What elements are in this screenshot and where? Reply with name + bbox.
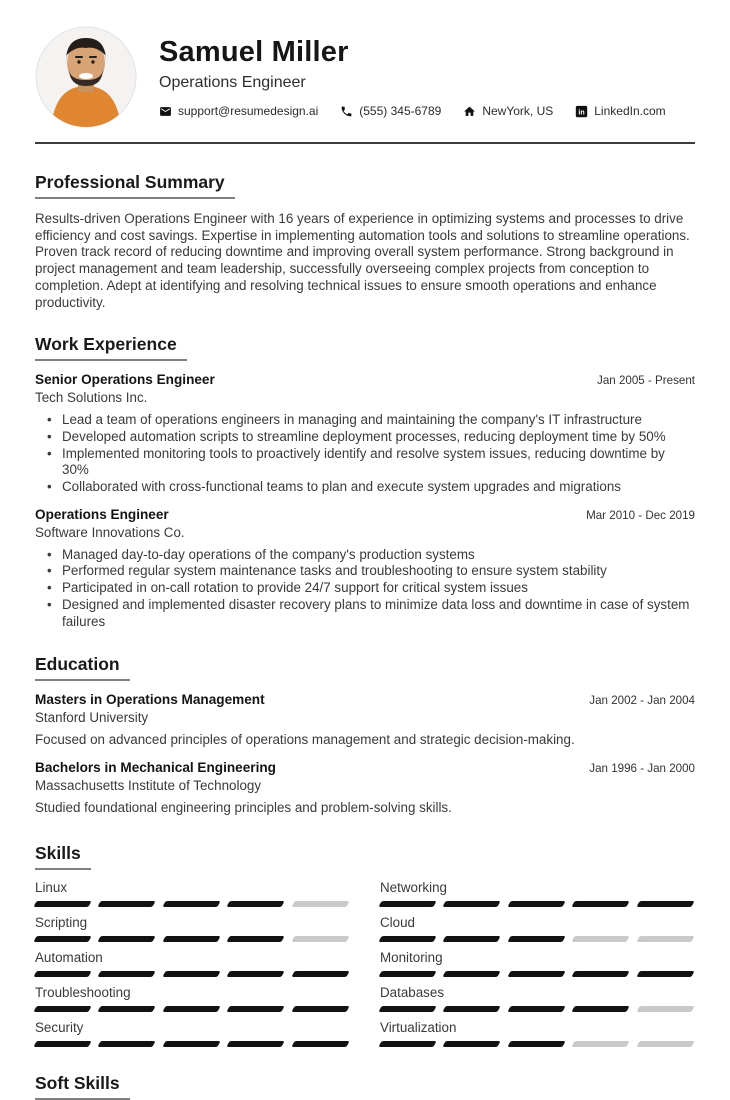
contact-phone [340,104,441,118]
skill-bar-segment [636,971,695,977]
skill-bar-segment [636,1006,695,1012]
job-company: Software Innovations Co. [35,524,185,540]
job-entry [35,507,695,631]
skill-bar-segment [443,971,502,977]
skill-name: Security [35,1019,84,1035]
section-heading-skills: Skills [35,843,91,870]
contact-location [463,104,553,118]
skill-bar-segment [507,936,566,942]
skill-bar-segment [98,901,157,907]
skill-bar-segment [443,1006,502,1012]
skill-bar-segment [636,901,695,907]
skill-bar-segment [98,1006,157,1012]
skill-name: Scripting [35,914,88,930]
skill-bar-segment [98,1041,157,1047]
job-bullet: • Participated in on-call rotation to provide 24/7 support for critical system issues [35,580,695,597]
skill-level-bar [35,971,350,977]
job-bullet: • Developed automation scripts to streamline deployment processes, reducing deployment time by 50% [35,429,695,446]
job-bullet: • Lead a team of operations engineers in managing and maintaining the company's IT infrastructure [35,412,695,429]
skill-bar-segment [572,1041,631,1047]
skill-bar-segment [291,1006,350,1012]
job-entry-head [35,507,695,522]
education-school: Massachusetts Institute of Technology [35,777,262,793]
job-bullets [35,412,695,496]
skill-item [380,880,695,907]
education-entry [35,760,695,817]
section-education [35,654,695,816]
section-heading-experience: Work Experience [35,334,187,361]
contact-linkedin[interactable] [575,104,665,118]
education-entry-head [35,760,695,775]
job-bullet: • Collaborated with cross-functional teams to plan and execute system upgrades and migrations [35,479,695,496]
skill-level-bar [380,1041,695,1047]
skill-bar-segment [443,901,502,907]
job-bullet: • Implemented monitoring tools to proactively identify and resolve system issues, reducing downtime by 30% [35,446,695,479]
skill-item [35,985,350,1012]
education-description: Focused on advanced principles of operations management and strategic decision-making. [35,732,575,748]
job-bullet: • Designed and implemented disaster recovery plans to minimize data loss and downtime in case of system failures [35,597,695,630]
skill-bar-segment [162,936,221,942]
section-skills [35,843,695,1055]
home-icon [463,105,476,118]
skill-bar-segment [572,971,631,977]
job-bullet: • Managed day-to-day operations of the company's production systems [35,547,695,564]
section-heading-summary: Professional Summary [35,172,235,199]
skill-bar-segment [443,1041,502,1047]
skill-bar-segment [572,936,631,942]
skill-item [380,915,695,942]
skill-level-bar [35,901,350,907]
phone-icon [340,105,353,118]
skill-name: Monitoring [380,949,443,965]
skill-name: Automation [35,949,103,965]
skill-bar-segment [33,901,92,907]
skill-bar-segment [291,1041,350,1047]
profile-photo [35,26,137,128]
skill-item [380,1020,695,1047]
contact-row [159,104,688,118]
skill-bar-segment [162,901,221,907]
contact-email-text: support@resumedesign.ai [178,104,319,118]
skill-level-bar [380,971,695,977]
job-dates: Jan 2005 - Present [597,374,695,388]
skill-bar-segment [291,936,350,942]
skill-bar-segment [572,1006,631,1012]
profile-photo-illustration [35,26,137,128]
skill-bar-segment [227,901,286,907]
job-bullet: • Performed regular system maintenance tasks and troubleshooting to ensure system stability [35,563,695,580]
skill-bar-segment [507,1006,566,1012]
skill-item [35,1020,350,1047]
skill-item [35,915,350,942]
person-job-title: Operations Engineer [159,74,306,91]
skill-bar-segment [507,901,566,907]
skill-item [35,950,350,977]
skill-name: Databases [380,984,445,1000]
skill-name: Networking [380,879,447,895]
svg-text:in: in [578,108,585,116]
skill-item [380,950,695,977]
skill-name: Troubleshooting [35,984,131,1000]
education-degree: Masters in Operations Management [35,692,265,708]
skill-level-bar [35,1006,350,1012]
education-degree: Bachelors in Mechanical Engineering [35,759,276,775]
header-text [159,36,688,118]
skill-bar-segment [291,971,350,977]
skill-bar-segment [636,936,695,942]
job-dates: Mar 2010 - Dec 2019 [586,508,695,522]
skill-bar-segment [507,971,566,977]
skill-level-bar [380,901,695,907]
skill-name: Virtualization [380,1019,457,1035]
education-dates: Jan 1996 - Jan 2000 [589,761,695,775]
skill-bar-segment [636,1041,695,1047]
contact-location-text: NewYork, US [482,104,554,118]
skill-bar-segment [33,1006,92,1012]
skill-bar-segment [162,971,221,977]
skill-bar-segment [443,936,502,942]
education-description: Studied foundational engineering principles and problem-solving skills. [35,799,452,815]
email-icon [159,105,172,118]
skill-name: Linux [35,879,68,895]
skill-bar-segment [227,1006,286,1012]
job-entry-head [35,372,695,387]
section-soft-skills [35,1073,695,1100]
education-school: Stanford University [35,710,149,726]
skill-bar-segment [162,1006,221,1012]
skill-bar-segment [162,1041,221,1047]
skill-level-bar [35,1041,350,1047]
header-separator [35,142,695,144]
section-professional-summary [35,172,695,311]
job-title: Operations Engineer [35,506,169,522]
skills-grid [35,880,695,1055]
skill-bar-segment [378,901,437,907]
skill-bar-segment [98,936,157,942]
person-name: Samuel Miller [159,36,349,68]
skill-item [380,985,695,1012]
skill-level-bar [380,936,695,942]
skill-bar-segment [572,901,631,907]
contact-linkedin-text: LinkedIn.com [594,104,666,118]
section-work-experience [35,334,695,630]
section-heading-education: Education [35,654,130,681]
resume-header [35,0,695,128]
education-dates: Jan 2002 - Jan 2004 [589,694,695,708]
contact-email [159,104,318,118]
skill-bar-segment [507,1041,566,1047]
skill-bar-segment [33,1041,92,1047]
skill-bar-segment [291,901,350,907]
contact-phone-text: (555) 345-6789 [359,104,442,118]
skill-bar-segment [98,971,157,977]
skill-bar-segment [33,936,92,942]
summary-text: Results-driven Operations Engineer with 16 years of experience in optimizing systems and processes to drive efficiency and cost savings. Expertise in implementing automation tools and solutions to streamline operations. Proven track record of reducing downtime and improving overall system performance. Strong background in project management and team leadership, successfully overseeing complex projects from conception to completion. Adept at identifying and resolving technical issues to ensure smooth operations and enhance productivity. [35,211,690,310]
education-entry [35,692,695,749]
job-bullets [35,547,695,631]
skill-bar-segment [378,936,437,942]
skill-level-bar [380,1006,695,1012]
skill-bar-segment [33,971,92,977]
skill-item [35,880,350,907]
skill-bar-segment [378,971,437,977]
job-company: Tech Solutions Inc. [35,390,148,406]
job-title: Senior Operations Engineer [35,372,215,388]
education-entry-head [35,692,695,707]
skill-bar-segment [227,1041,286,1047]
skill-name: Cloud [380,914,415,930]
skill-bar-segment [378,1041,437,1047]
linkedin-icon [575,105,588,118]
job-entry [35,372,695,496]
skill-bar-segment [227,971,286,977]
section-heading-soft-skills: Soft Skills [35,1073,130,1100]
skill-level-bar [35,936,350,942]
skill-bar-segment [378,1006,437,1012]
skill-bar-segment [227,936,286,942]
